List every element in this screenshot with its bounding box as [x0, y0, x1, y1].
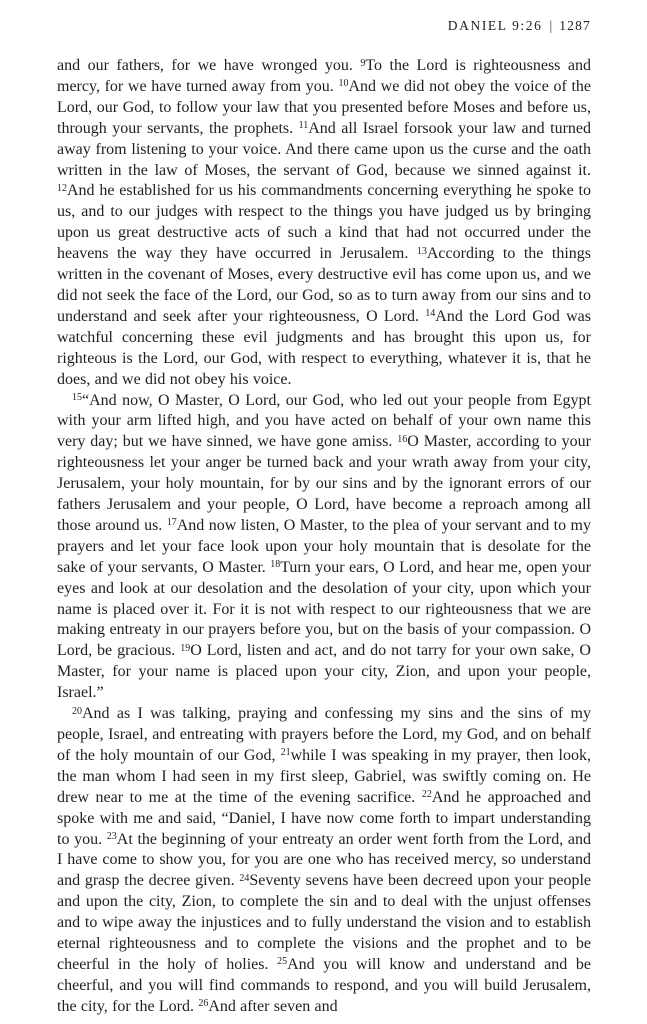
bible-paragraph: $^{15}$“And now, O Master, O Lord, our God, who led out your people from Egypt with your arm lifted high, and you have acted on behalf of your own name this very day; but we have sinned, we have gone amiss. $^{16}$O Master, according to your righteousness let your anger be turned back and your wrath away from your city, Jerusalem, your holy mountain, for by our sins and by the ignorant errors of our fathers Jerusalem and your people, O Lord, have become a reproach among all those around us. $^{17}$And now listen, O Master, to the plea of your servant and to my prayers and let your face look upon your holy mountain that is desolate for the sake of your servants, O Master. $^{18}$Turn your ears, O Lord, and hear me, open your eyes and look at our desolation and the desolation of your city, upon which your name is placed over it. For it is not with respect to our righteousness that we are making entreaty in our prayers before you, but on the basis of your compassion. O Lord, be gracious. $^{19}$O Lord, listen and act, and do not tarry for your own sake, O Master, for your name is placed upon your city, Zion, and upon your people, Israel.” [57, 391, 591, 702]
verse-number: 26 [198, 998, 209, 1010]
scripture-text [57, 56, 591, 1018]
bible-paragraph: $^{20}$And as I was talking, praying and confessing my sins and the sins of my people, Israel, and entreating with prayers before the Lord, my God, and on behalf of the holy mountain of our God, $^{21}$while I was speaking in my prayer, then look, the man whom I had seen in my first sleep, Gabriel, was swiftly coming on. He drew near to me at the time of the evening sacrifice. $^{22}$And he approached and spoke with me and said, “Daniel, I have now come forth to impart understanding to you. $^{23}$At the beginning of your entreaty an order went forth from the Lord, and I have come to show you, for you are one who has received mercy, so understand and grasp the decree given. $^{24}$Seventy sevens have been decreed upon your people and upon the city, Zion, to complete the sin and to deal with the unjust offenses and to wipe away the injustices and to fully understand the vision and to establish eternal righteousness and to complete the visions and the prophet and to be cheerful in the holy of holies. $^{25}$And you will know and understand and be cheerful, and you will find commands to respond, and you will build Jerusalem, the city, for the Lord. $^{26}$And after seven and [57, 705, 591, 1015]
verse-number: 16 [397, 433, 408, 445]
verse-number: 13 [416, 245, 427, 257]
verse-number: 23 [106, 831, 117, 843]
verse-number: 9 [360, 57, 366, 69]
running-head-reference: DANIEL 9:26 [447, 18, 543, 33]
verse-number: 10 [338, 78, 349, 90]
verse-number: 14 [425, 308, 436, 320]
verse-number: 12 [57, 182, 67, 194]
verse-number: 17 [166, 517, 177, 529]
verse-number: 24 [239, 872, 250, 884]
verse-number: 11 [298, 120, 309, 132]
verse-number: 18 [270, 559, 281, 571]
verse-number: 20 [72, 705, 82, 717]
running-head [57, 18, 591, 34]
verse-number: 21 [280, 747, 291, 759]
bible-paragraph: and our fathers, for we have wronged you. $^9$To the Lord is righteousness and mercy, for we have turned away from you. $^{10}$And we did not obey the voice of the Lord, our God, to follow your law that you presented before Moses and before us, through your servants, the prophets. $^{11}$And all Israel forsook your law and turned away from listening to your voice. And there came upon us the curse and the oath written in the law of Moses, the servant of God, because we sinned against it. $^{12}$And he established for us his commandments concerning everything he spoke to us, and to our judges with respect to the things you have judged us by bringing upon us great destructive acts of such a kind that had not occurred under the heavens the way they have occurred in Jerusalem. $^{13}$According to the things written in the covenant of Moses, every destructive evil has come upon us, and we did not seek the face of the Lord, our God, so as to turn away from our sins and to understand and seek after your righteousness, O Lord. $^{14}$And the Lord God was watchful concerning these evil judgments and has brought this upon us, for righteous is the Lord, our God, with respect to everything, whatever it is, that he does, and we did not obey his voice. [57, 57, 592, 388]
verse-number: 19 [180, 642, 191, 654]
verse-number: 22 [421, 789, 432, 801]
running-head-separator: | [549, 18, 553, 33]
verse-number: 15 [72, 392, 82, 403]
page-number: 1287 [559, 18, 591, 33]
verse-number: 25 [277, 956, 288, 968]
